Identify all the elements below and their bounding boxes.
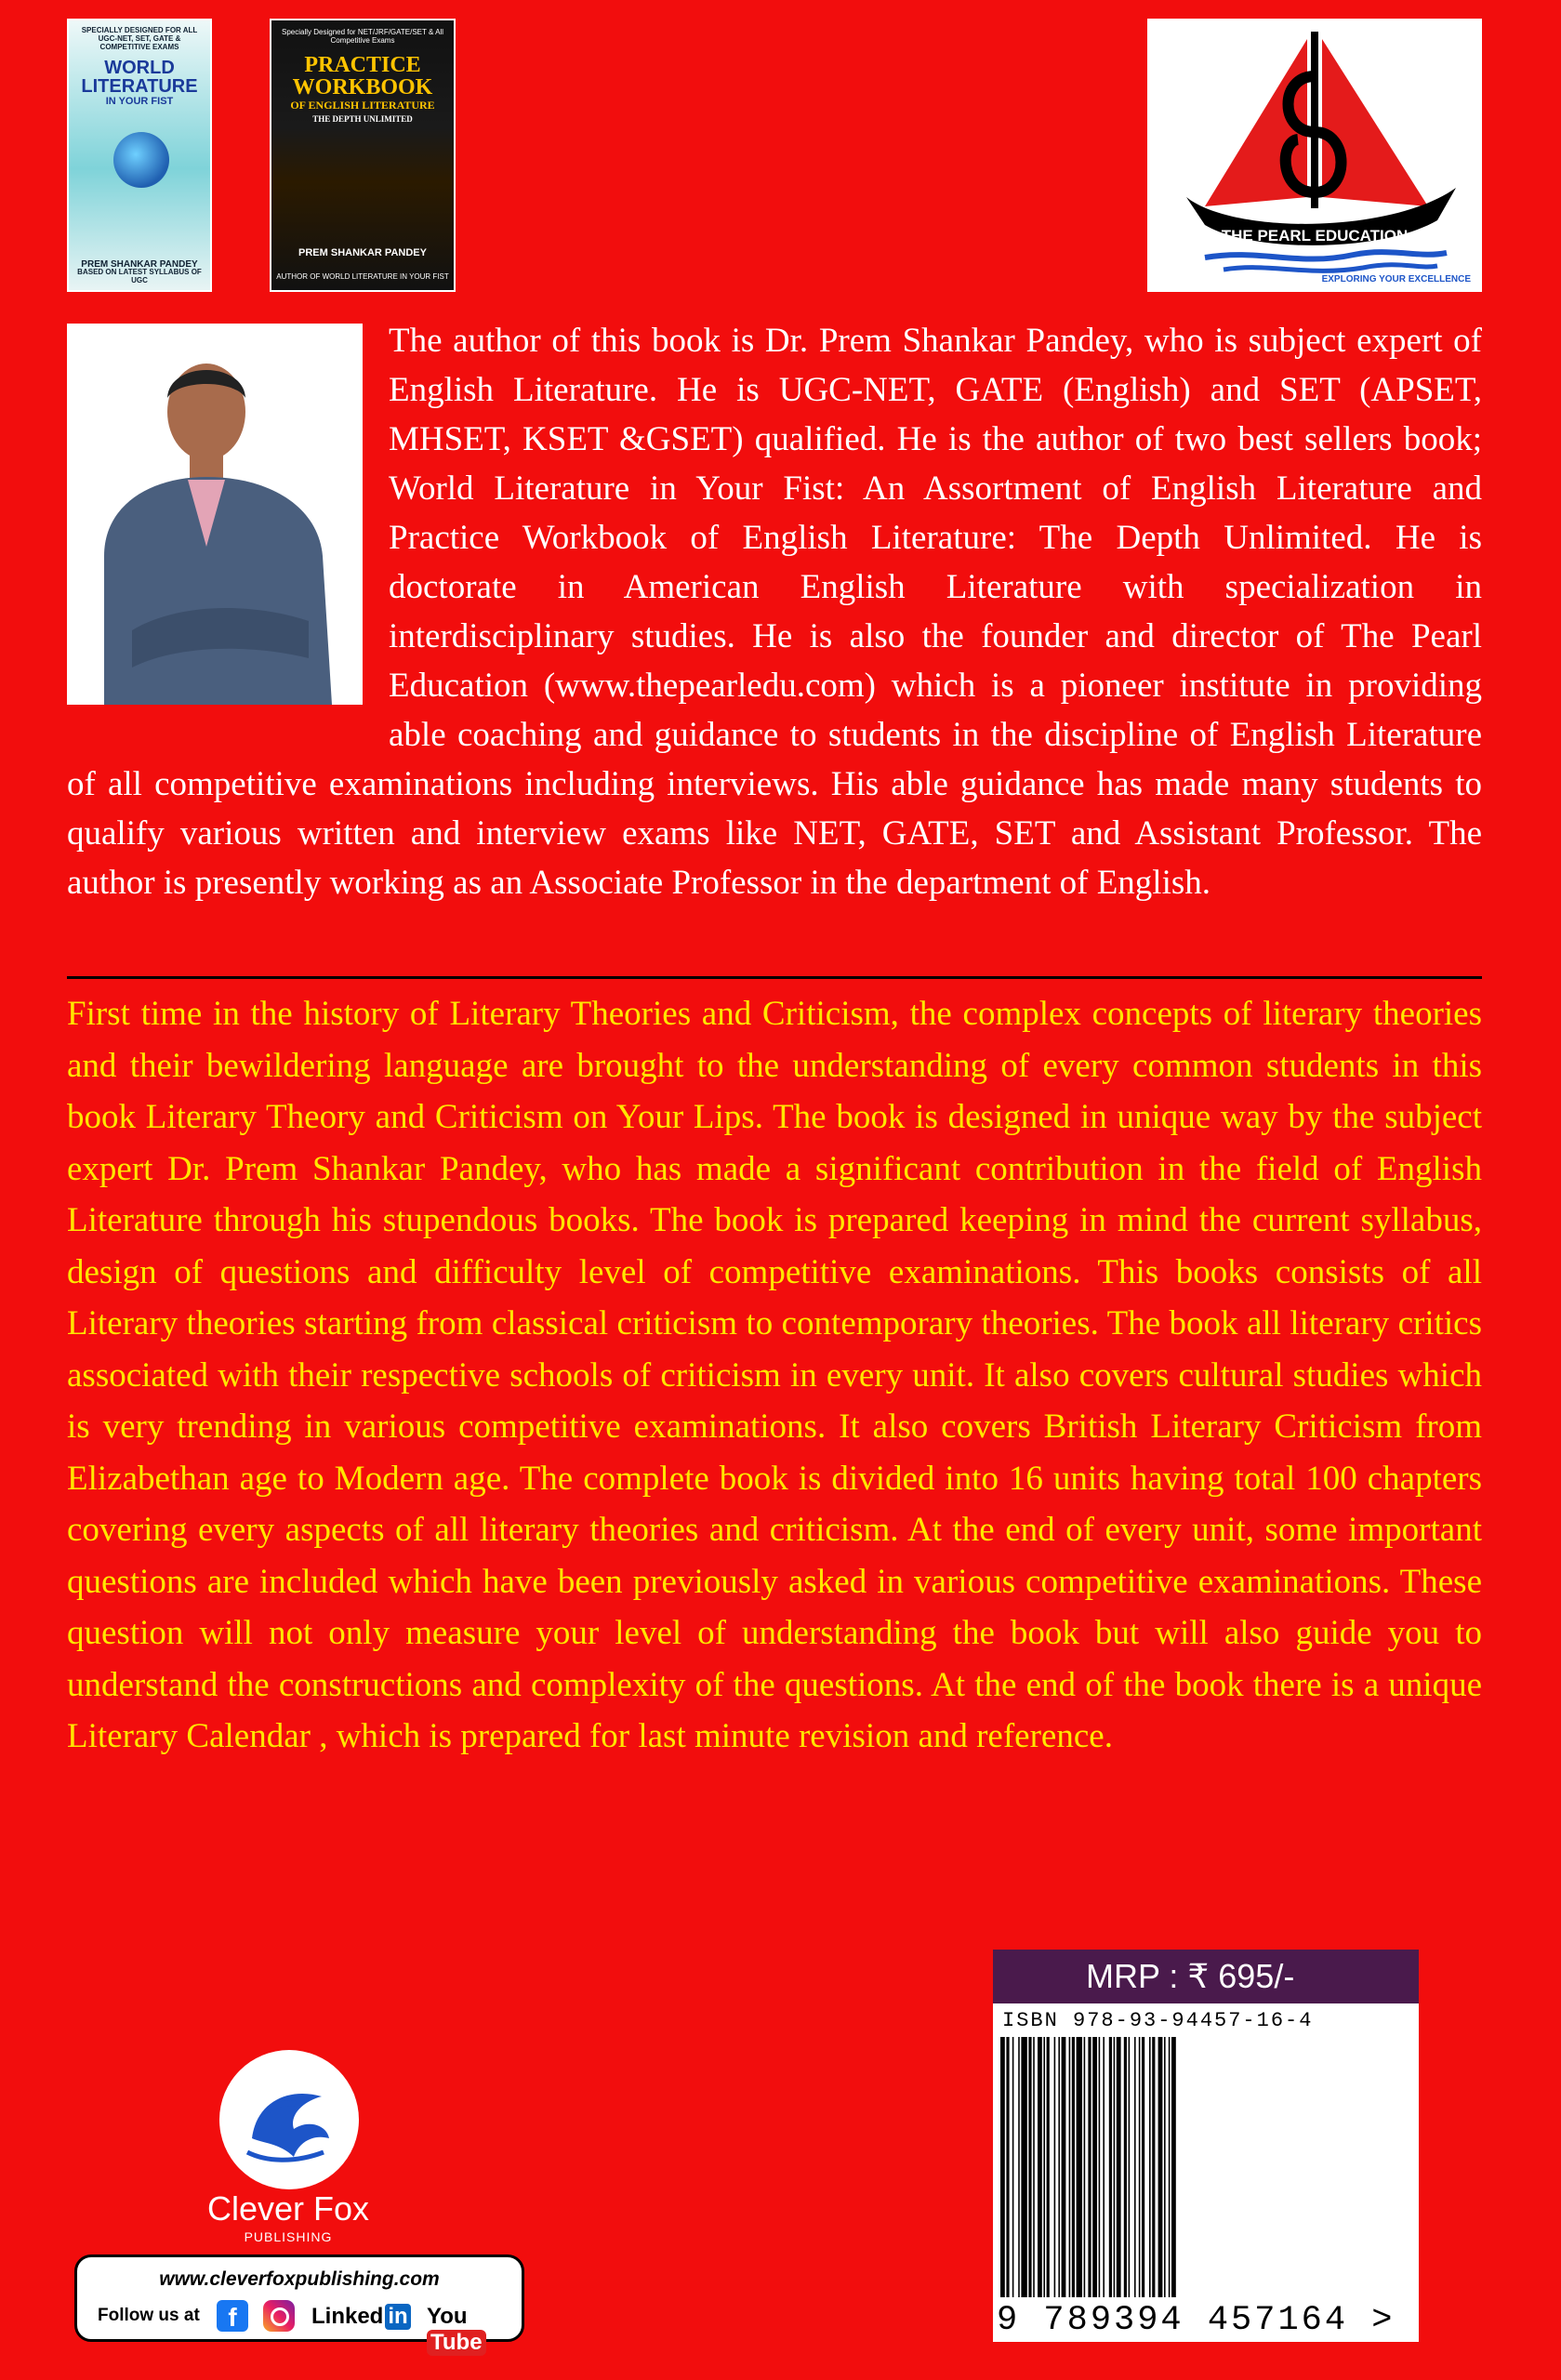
mrp-price: MRP : ₹ 695/- — [993, 1950, 1419, 2003]
isbn-text: ISBN 978-93-94457-16-4 — [1002, 2009, 1314, 2032]
book1-top-text: SPECIALLY DESIGNED FOR ALL UGC-NET, SET, GATE & COMPETITIVE EXAMS — [81, 26, 198, 51]
publisher-name: Clever Fox — [206, 2189, 370, 2228]
globe-icon — [113, 132, 169, 188]
book2-author: PREM SHANKAR PANDEY — [298, 247, 427, 258]
pearl-education-logo — [1147, 19, 1482, 292]
book2-tagline: THE DEPTH UNLIMITED — [312, 114, 413, 124]
pearl-education-tagline: EXPLORING YOUR EXCELLENCE — [1321, 274, 1471, 284]
facebook-icon[interactable]: f — [217, 2300, 248, 2332]
book-description: First time in the history of Literary Theories and Criticism, the complex concepts of literary theories and their bewildering language are brought to the understanding of every common students in this book Literary Theory and Criticism on Your Lips. The book is designed in unique way by the subject expert Dr. Prem Shankar Pandey, who has made a significant contribution in the field of English Literature through his stupendous books. The book is prepared keeping in mind the current syllabus, design of questions and difficulty level of competitive examinations. This books consists of all Literary theories starting from classical criticism to contemporary theories. The book all literary critics associated with their respective schools of criticism in every unit. It also covers cultural studies which is very trending in various competitive examinations. It also covers British Literary Criticism from Elizabethan age to Modern age. The complete book is divided into 16 units having total 100 chapters covering every aspects of all literary theories and criticism. At the end of every unit, some important questions are included which have been previously asked in various competitive examinations. These question will not only measure your level of understanding the book but will also guide you to understand the constructions and complexity of the questions. At the end of the book there is a unique Literary Calendar , which is prepared for last minute revision and reference. — [67, 995, 1482, 1755]
publisher-website[interactable]: www.cleverfoxpublishing.com — [159, 2268, 440, 2290]
instagram-icon[interactable] — [263, 2300, 295, 2332]
book-cover-world-literature — [67, 19, 212, 292]
publisher-sub: PUBLISHING — [244, 2229, 333, 2244]
author-bio-text: The author of this book is Dr. Prem Shankar Pandey, who is subject expert of English Literature. He is UGC-NET, GATE (English) and SET (APSET, MHSET, KSET &GSET) qualified. He is the author of two best sellers book; World Literature in Your Fist: An Assortment of English Literature and Practice Workbook of English Literature: The Depth Unlimited. He is doctorate in American English Literature with specialization in interdisciplinary studies. He is also the founder and director of The Pearl Education (www.thepearledu.com) which is a pioneer institute in providing able coaching and guidance to students in the discipline of English Literature of all competitive examinations including interviews. His able guidance has made many students to qualify various written and interview exams like NET, GATE, SET and Assistant Professor. The author is presently working as an Associate Professor in the department of English. — [67, 322, 1482, 902]
book1-title: WORLD LITERATURE — [81, 58, 198, 97]
publisher-contact-box — [74, 2254, 524, 2355]
sail-boat-logo-icon — [1149, 20, 1480, 290]
barcode-icon — [1000, 2037, 1411, 2307]
linkedin-icon[interactable] — [311, 2304, 411, 2330]
fox-icon — [219, 2050, 359, 2189]
book2-top-text: Specially Designed for NET/JRF/GATE/SET & All Competitive Exams — [282, 28, 443, 45]
follow-label: Follow us at — [98, 2306, 200, 2325]
author-bio — [67, 316, 1482, 907]
barcode-digits: 9 789394 457164 > — [997, 2301, 1396, 2340]
barcode-box — [993, 2003, 1419, 2342]
book-cover-practice-workbook — [270, 19, 456, 292]
book2-footer: AUTHOR OF WORLD LITERATURE IN YOUR FIST — [276, 272, 449, 281]
section-divider — [67, 976, 1482, 979]
book2-subtitle: OF ENGLISH LITERATURE — [290, 99, 435, 112]
linkedin-text: Linked — [311, 2304, 384, 2329]
pearl-education-name: THE PEARL EDUCATION — [1221, 227, 1409, 245]
book2-title: PRACTICE WORKBOOK — [292, 53, 433, 99]
clever-fox-logo — [219, 2050, 359, 2189]
youtube-box: Tube — [427, 2330, 486, 2356]
youtube-text: You — [427, 2304, 468, 2329]
book1-footer: BASED ON LATEST SYLLABUS OF UGC — [77, 268, 202, 284]
linkedin-box: in — [385, 2304, 410, 2330]
youtube-icon[interactable] — [427, 2304, 522, 2356]
book1-author: PREM SHANKAR PANDEY — [81, 259, 198, 270]
book1-subtitle: IN YOUR FIST — [105, 96, 174, 107]
